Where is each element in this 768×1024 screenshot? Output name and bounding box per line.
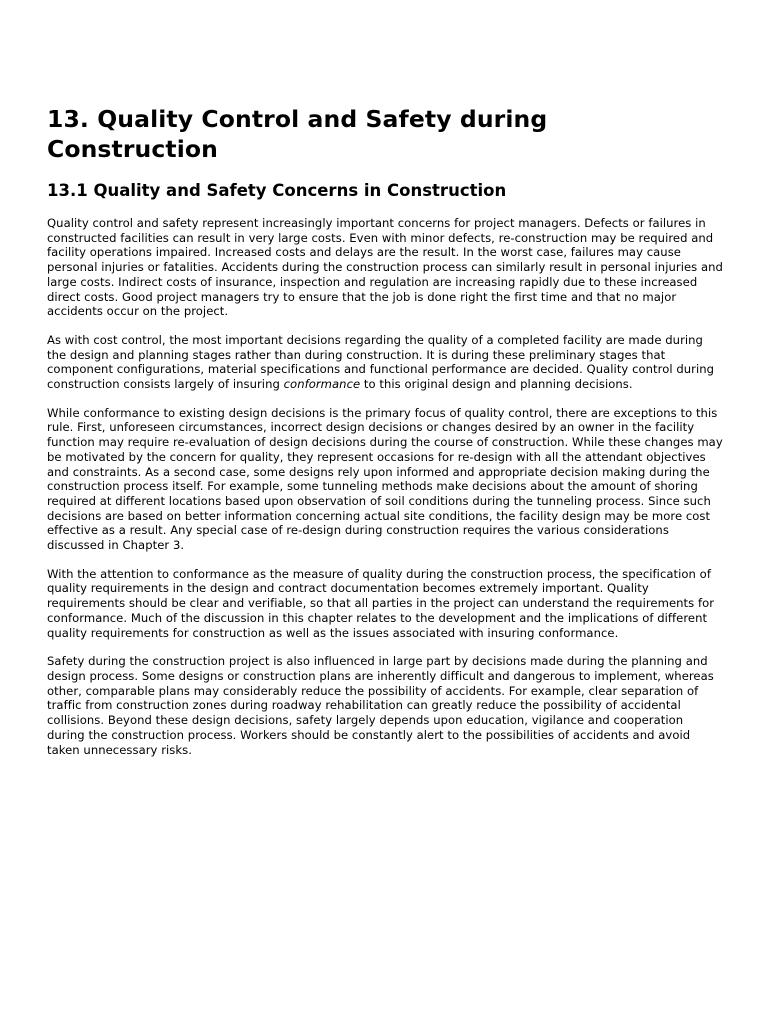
paragraph-2-text-after: to this original design and planning decisions. [360,377,633,392]
chapter-title: 13. Quality Control and Safety during Construction [47,105,548,163]
paragraph-5: Safety during the construction project is also influenced in large part by decisions made during the planning and design process. Some designs or construction plans are inherently difficult and dangerous to implement, whereas other, comparable plans may considerably reduce the possibility of accidents. For example, clear separation of traffic from construction zones during roadway rehabilitation can greatly reduce the possibility of accidental collisions. Beyond these design decisions, safety largely depends upon education, vigilance and cooperation during the construction process. Workers should be constantly alert to the possibilities of accidents and avoid taken unnecessary risks. [47,654,714,757]
paragraph-2-emphasis: conformance [283,377,361,392]
paragraph-4: With the attention to conformance as the measure of quality during the construction process, the specification of quality requirements in the design and contract documentation becomes extremely important. Quality requirements should be clear and verifiable, so that all parties in the project can understand the requirements for conformance. Much of the discussion in this chapter relates to the development and the implications of different quality requirements for construction as well as the issues associated with insuring conformance. [47,566,715,640]
section-heading: 13.1 Quality and Safety Concerns in Construction [47,181,507,200]
paragraph-3: While conformance to existing design decisions is the primary focus of quality control, there are exceptions to this rule. First, unforeseen circumstances, incorrect design decisions or changes desired by an owner in the facility function may require re-evaluation of design decisions during the course of construction. While these changes may be motivated by the concern for quality, they represent occasions for re-design with all the attendant objectives and constraints. As a second case, some designs rely upon informed and appropriate decision making during the construction process itself. For example, some tunneling methods make decisions about the amount of shoring required at different locations based upon observation of soil conditions during the tunneling process. Since such decisions are based on better information concerning actual site conditions, the facility design may be more cost effective as a result. Any special case of re-design during construction requires the various considerations discussed in Chapter 3. [47,405,723,553]
document-page [47,104,723,771]
paragraph-1: Quality control and safety represent increasingly important concerns for project managers. Defects or failures in constructed facilities can result in very large costs. Even with minor defects, re-construction may be required and facility operations impaired. Increased costs and delays are the result. In the worst case, failures may cause personal injuries or fatalities. Accidents during the construction process can similarly result in personal injuries and large costs. Indirect costs of insurance, inspection and regulation are increasing rapidly due to these increased direct costs. Good project managers try to ensure that the job is done right the first time and that no major accidents occur on the project. [47,216,723,319]
paragraph-2 [47,333,723,392]
paragraph-2-text-before: As with cost control, the most important decisions regarding the quality of a completed facility are made during the design and planning stages rather than during construction. It is during these preliminary stages that component configurations, material specifications and functional performance are decided. Quality control during construction consists largely of insuring [47,332,715,392]
